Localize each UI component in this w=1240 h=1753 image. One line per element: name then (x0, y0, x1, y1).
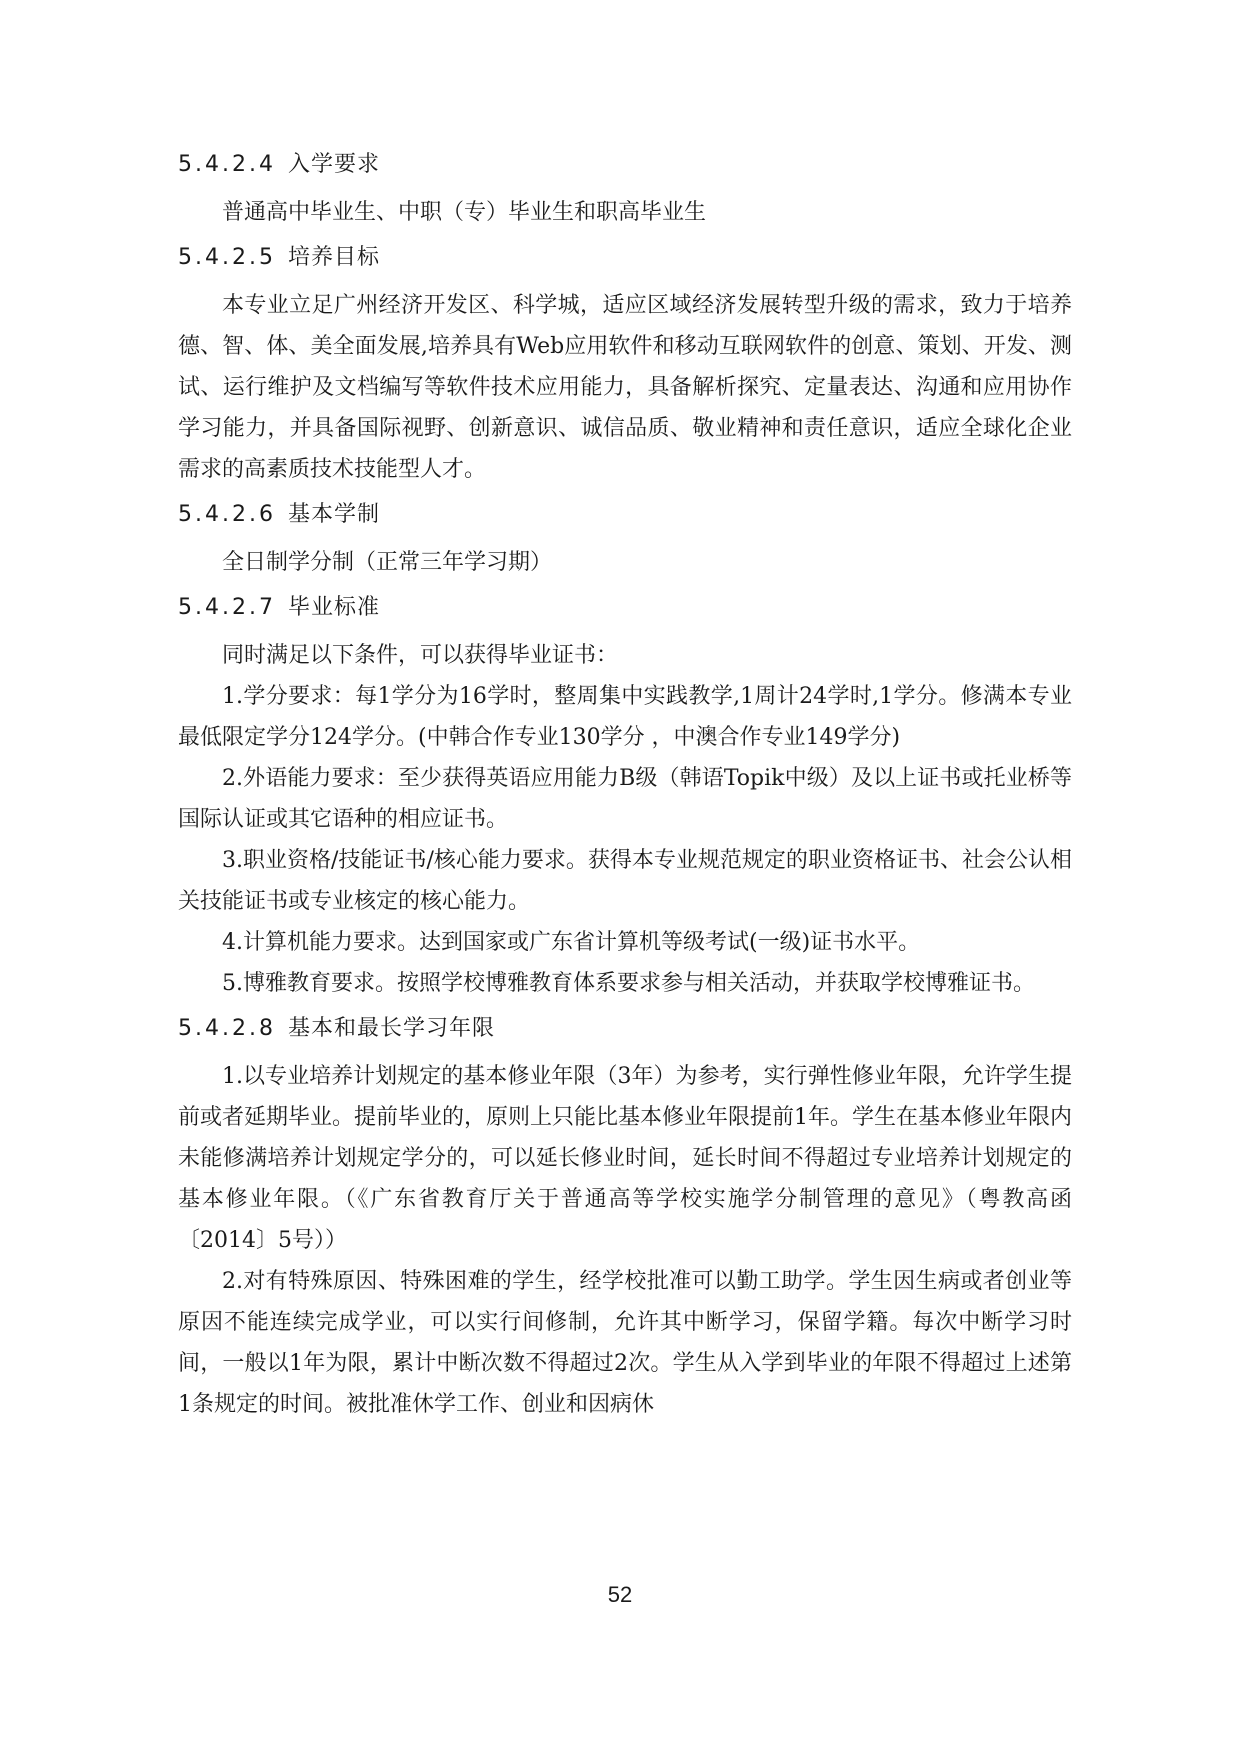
paragraph: 普通高中毕业生、中职（专）毕业生和职高毕业生 (222, 200, 707, 225)
section-title: 入学要求 (288, 152, 381, 177)
document-body (178, 140, 1072, 1425)
section-title: 基本学制 (288, 502, 381, 527)
section-title: 毕业标准 (288, 595, 381, 620)
section-title: 基本和最长学习年限 (288, 1016, 496, 1041)
section-heading-5-4-2-4 (178, 148, 1072, 182)
paragraph: 4.计算机能力要求。达到国家或广东省计算机等级考试(一级)证书水平。 (222, 930, 921, 955)
paragraph: 本专业立足广州经济开发区、科学城，适应区域经济发展转型升级的需求，致力于培养德、智、体、美全面发展,培养具有Web应用软件和移动互联网软件的创意、策划、开发、测试、运行维护及文档编写等软件技术应用能力，具备解析探究、定量表达、沟通和应用协作学习能力，并具备国际视野、创新意识、诚信品质、敬业精神和责任意识，适应全球化企业需求的高素质技术技能型人才。 (178, 293, 1072, 482)
section-heading-5-4-2-7 (178, 591, 1072, 625)
section-number: 5.4.2.8 (178, 1016, 276, 1041)
section-number: 5.4.2.4 (178, 152, 276, 177)
section-heading-5-4-2-5 (178, 241, 1072, 275)
paragraph: 1.以专业培养计划规定的基本修业年限（3年）为参考，实行弹性修业年限，允许学生提前或者延期毕业。提前毕业的，原则上只能比基本修业年限提前1年。学生在基本修业年限内未能修满培养计划规定学分的，可以延长修业时间，延长时间不得超过专业培养计划规定的基本修业年限。（《广东省教育厅关于普通高等学校实施学分制管理的意见》（粤教高函〔2014〕5号）） (178, 1064, 1073, 1253)
section-number: 5.4.2.7 (178, 595, 276, 620)
section-title: 培养目标 (288, 245, 381, 270)
paragraph: 5.博雅教育要求。按照学校博雅教育体系要求参与相关活动，并获取学校博雅证书。 (222, 971, 1035, 996)
section-heading-5-4-2-8 (178, 1012, 1072, 1046)
section-heading-5-4-2-6 (178, 498, 1072, 532)
paragraph: 2.外语能力要求：至少获得英语应用能力B级（韩语Topik中级）及以上证书或托业桥等国际认证或其它语种的相应证书。 (178, 766, 1072, 832)
paragraph: 3.职业资格/技能证书/核心能力要求。获得本专业规范规定的职业资格证书、社会公认相关技能证书或专业核定的核心能力。 (178, 848, 1072, 914)
paragraph: 2.对有特殊原因、特殊困难的学生，经学校批准可以勤工助学。学生因生病或者创业等原因不能连续完成学业，可以实行间修制，允许其中断学习，保留学籍。每次中断学习时间，一般以1年为限，累计中断次数不得超过2次。学生从入学到毕业的年限不得超过上述第1条规定的时间。被批准休学工作、创业和因病休 (178, 1269, 1072, 1417)
paragraph: 同时满足以下条件，可以获得毕业证书： (222, 643, 619, 668)
section-number: 5.4.2.5 (178, 245, 276, 270)
section-number: 5.4.2.6 (178, 502, 276, 527)
paragraph: 1.学分要求：每1学分为16学时，整周集中实践教学,1周计24学时,1学分。修满本专业最低限定学分124学分。(中韩合作专业130学分 ，中澳合作专业149学分) (178, 684, 1072, 750)
page-number: 52 (607, 1582, 633, 1607)
paragraph: 全日制学分制（正常三年学习期） (222, 550, 553, 575)
